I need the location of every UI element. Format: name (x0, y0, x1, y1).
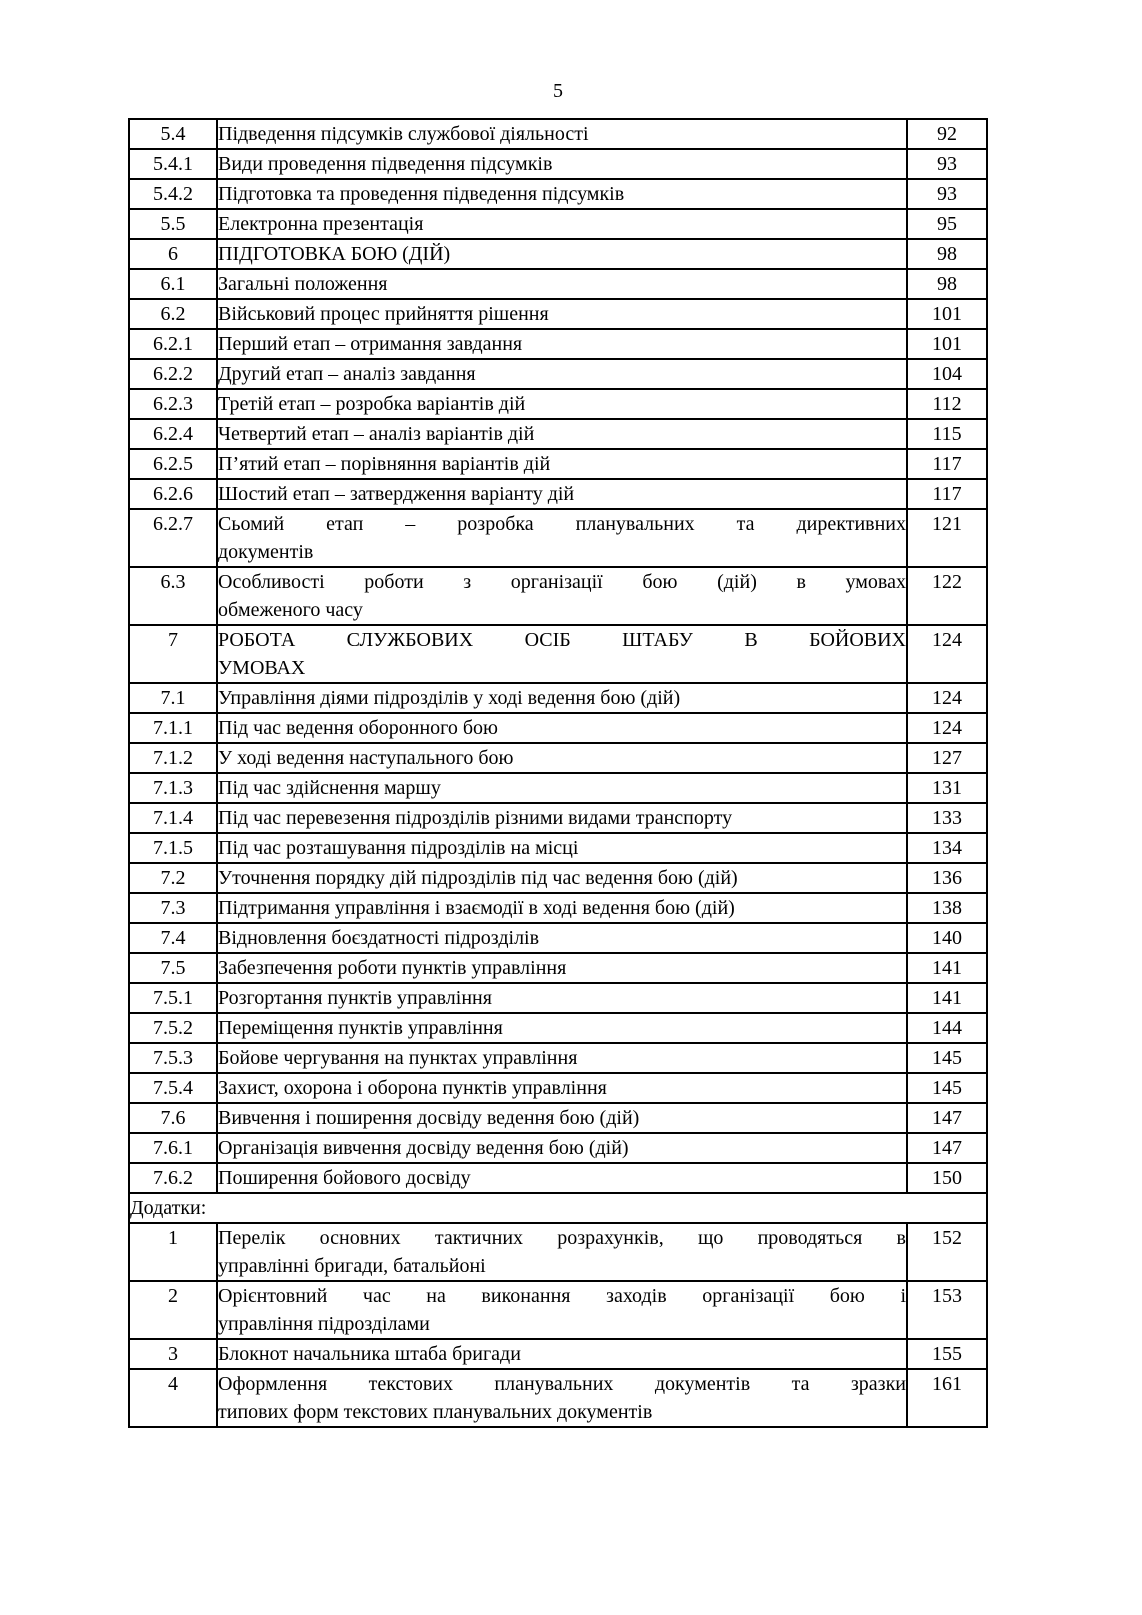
section-number-cell: 5.5 (129, 209, 217, 239)
section-title-cell (217, 509, 907, 567)
page-ref-cell: 112 (907, 389, 987, 419)
toc-row (129, 389, 987, 419)
section-number-cell: 6.2.1 (129, 329, 217, 359)
page-ref-cell: 117 (907, 449, 987, 479)
toc-row (129, 149, 987, 179)
section-number-cell: 6.2.2 (129, 359, 217, 389)
toc-row (129, 509, 987, 567)
toc-row (129, 803, 987, 833)
toc-row (129, 239, 987, 269)
toc-row (129, 329, 987, 359)
toc-row (129, 419, 987, 449)
page-ref-cell: 161 (907, 1369, 987, 1427)
section-title-line: Перелік основних тактичних розрахунків, що проводяться в (218, 1227, 906, 1249)
section-number-cell: 7.5.1 (129, 983, 217, 1013)
section-number-cell: 5.4 (129, 119, 217, 149)
toc-row (129, 773, 987, 803)
section-title-line: Оформлення текстових планувальних документів та зразки (218, 1373, 906, 1395)
page-ref-cell: 147 (907, 1133, 987, 1163)
page-ref-cell: 117 (907, 479, 987, 509)
section-title-cell: Захист, охорона і оборона пунктів управління (217, 1073, 907, 1103)
toc-row (129, 359, 987, 389)
section-number-cell: 6.2.7 (129, 509, 217, 567)
toc-body (129, 119, 987, 1427)
section-number-cell: 5.4.2 (129, 179, 217, 209)
section-title-cell: Відновлення боєздатності підрозділів (217, 923, 907, 953)
page-ref-cell: 133 (907, 803, 987, 833)
section-title-cell: Загальні положення (217, 269, 907, 299)
toc-row (129, 1223, 987, 1281)
section-title-line: обмеженого часу (218, 599, 363, 621)
section-title-cell: Вивчення і поширення досвіду ведення бою (дій) (217, 1103, 907, 1133)
toc-row (129, 1133, 987, 1163)
section-title-cell: Блокнот начальника штаба бригади (217, 1339, 907, 1369)
section-title-cell: Під час ведення оборонного бою (217, 713, 907, 743)
toc-row (129, 209, 987, 239)
section-title-cell (217, 1369, 907, 1427)
section-title-line: типових форм текстових планувальних документів (218, 1401, 653, 1423)
page-ref-cell: 141 (907, 983, 987, 1013)
section-number-cell: 7.3 (129, 893, 217, 923)
section-number-cell: 7.1.2 (129, 743, 217, 773)
toc-row (129, 299, 987, 329)
page-ref-cell: 93 (907, 179, 987, 209)
section-title-cell: Підведення підсумків службової діяльності (217, 119, 907, 149)
page-ref-cell: 115 (907, 419, 987, 449)
section-number-cell: 6.2.5 (129, 449, 217, 479)
toc-row (129, 1163, 987, 1193)
section-title-cell: Підтримання управління і взаємодії в ході ведення бою (дій) (217, 893, 907, 923)
page-number: 5 (553, 80, 563, 102)
section-number-cell: 7.5.3 (129, 1043, 217, 1073)
section-title-line: документів (218, 541, 314, 563)
section-title-cell: Під час здійснення маршу (217, 773, 907, 803)
toc-row (129, 683, 987, 713)
toc-row (129, 923, 987, 953)
toc-row (129, 449, 987, 479)
section-number-cell: 7.4 (129, 923, 217, 953)
section-number-cell: 6 (129, 239, 217, 269)
section-title-line: РОБОТА СЛУЖБОВИХ ОСІБ ШТАБУ В БОЙОВИХ (218, 629, 906, 651)
toc-row (129, 713, 987, 743)
section-title-cell: Другий етап – аналіз завдання (217, 359, 907, 389)
section-title-line: управління підрозділами (218, 1313, 430, 1335)
section-title-cell: Підготовка та проведення підведення підсумків (217, 179, 907, 209)
section-title-cell: Переміщення пунктів управління (217, 1013, 907, 1043)
section-number-cell: 6.1 (129, 269, 217, 299)
section-title-cell: Під час перевезення підрозділів різними видами транспорту (217, 803, 907, 833)
section-number-cell: 7.1.4 (129, 803, 217, 833)
section-number-cell: 7.2 (129, 863, 217, 893)
page-ref-cell: 95 (907, 209, 987, 239)
section-number-cell: 7.1 (129, 683, 217, 713)
page-ref-cell: 122 (907, 567, 987, 625)
section-number-cell: 3 (129, 1339, 217, 1369)
page-ref-cell: 150 (907, 1163, 987, 1193)
section-number-cell: 5.4.1 (129, 149, 217, 179)
section-title-cell: П’ятий етап – порівняння варіантів дій (217, 449, 907, 479)
toc-row (129, 1043, 987, 1073)
section-title-cell: Уточнення порядку дій підрозділів під час ведення бою (дій) (217, 863, 907, 893)
page-ref-cell: 145 (907, 1043, 987, 1073)
toc-row (129, 179, 987, 209)
page-ref-cell: 134 (907, 833, 987, 863)
section-title-cell: Перший етап – отримання завдання (217, 329, 907, 359)
section-title-cell: Види проведення підведення підсумків (217, 149, 907, 179)
section-title-line: Особливості роботи з організації бою (дій) в умовах (218, 571, 906, 593)
page-ref-cell: 152 (907, 1223, 987, 1281)
page-ref-cell: 93 (907, 149, 987, 179)
section-number-cell: 4 (129, 1369, 217, 1427)
toc-row (129, 1339, 987, 1369)
toc-row (129, 1073, 987, 1103)
section-number-cell: 7.1.3 (129, 773, 217, 803)
page-ref-cell: 101 (907, 329, 987, 359)
toc-row (129, 953, 987, 983)
page-ref-cell: 101 (907, 299, 987, 329)
section-number-cell: 7 (129, 625, 217, 683)
page-ref-cell: 145 (907, 1073, 987, 1103)
toc-row (129, 1281, 987, 1339)
section-title-cell: Поширення бойового досвіду (217, 1163, 907, 1193)
section-title-cell (217, 1223, 907, 1281)
section-title-cell: ПІДГОТОВКА БОЮ (ДІЙ) (217, 239, 907, 269)
section-title-cell: Управління діями підрозділів у ході ведення бою (дій) (217, 683, 907, 713)
section-number-cell: 6.2.4 (129, 419, 217, 449)
page-ref-cell: 138 (907, 893, 987, 923)
page-ref-cell: 121 (907, 509, 987, 567)
section-title-cell (217, 1281, 907, 1339)
toc-row (129, 479, 987, 509)
toc-table (128, 118, 988, 1428)
page-ref-cell: 131 (907, 773, 987, 803)
toc-row (129, 833, 987, 863)
page-ref-cell: 136 (907, 863, 987, 893)
section-title-cell: Четвертий етап – аналіз варіантів дій (217, 419, 907, 449)
page-ref-cell: 124 (907, 625, 987, 683)
section-number-cell: 6.3 (129, 567, 217, 625)
toc-row (129, 983, 987, 1013)
page-ref-cell: 98 (907, 239, 987, 269)
section-title-cell: Третій етап – розробка варіантів дій (217, 389, 907, 419)
section-title-cell: Електронна презентація (217, 209, 907, 239)
section-title-line: Орієнтовний час на виконання заходів організації бою і (218, 1285, 906, 1307)
toc-row (129, 893, 987, 923)
section-number-cell: 7.6 (129, 1103, 217, 1133)
section-number-cell: 7.1.5 (129, 833, 217, 863)
toc-row (129, 1193, 987, 1223)
section-title-line: управлінні бригади, батальйоні (218, 1255, 486, 1277)
section-number-cell: 7.6.1 (129, 1133, 217, 1163)
page-ref-cell: 140 (907, 923, 987, 953)
section-number-cell: 6.2.3 (129, 389, 217, 419)
section-title-cell: Військовий процес прийняття рішення (217, 299, 907, 329)
section-title-cell (217, 567, 907, 625)
section-title-cell: Забезпечення роботи пунктів управління (217, 953, 907, 983)
toc-row (129, 119, 987, 149)
toc-row (129, 1103, 987, 1133)
toc-row (129, 269, 987, 299)
page-ref-cell: 153 (907, 1281, 987, 1339)
section-title-cell: Під час розташування підрозділів на місці (217, 833, 907, 863)
section-title-cell: Організація вивчення досвіду ведення бою (дій) (217, 1133, 907, 1163)
section-title-cell: Розгортання пунктів управління (217, 983, 907, 1013)
section-number-cell: 6.2.6 (129, 479, 217, 509)
section-number-cell: 7.1.1 (129, 713, 217, 743)
page-ref-cell: 98 (907, 269, 987, 299)
section-number-cell: 7.5.2 (129, 1013, 217, 1043)
page-ref-cell: 147 (907, 1103, 987, 1133)
toc-row (129, 1013, 987, 1043)
toc-row (129, 625, 987, 683)
toc-row (129, 567, 987, 625)
page-ref-cell: 92 (907, 119, 987, 149)
page-ref-cell: 124 (907, 683, 987, 713)
section-number-cell: 6.2 (129, 299, 217, 329)
toc-row (129, 1369, 987, 1427)
page-ref-cell: 124 (907, 713, 987, 743)
page-ref-cell: 155 (907, 1339, 987, 1369)
page-ref-cell: 104 (907, 359, 987, 389)
toc-row (129, 743, 987, 773)
section-title-line: Сьомий етап – розробка планувальних та директивних (218, 513, 906, 535)
section-title-cell: У ході ведення наступального бою (217, 743, 907, 773)
section-title-cell: Шостий етап – затвердження варіанту дій (217, 479, 907, 509)
section-title-cell (217, 625, 907, 683)
section-number-cell: 7.5 (129, 953, 217, 983)
page-ref-cell: 127 (907, 743, 987, 773)
section-title-cell: Бойове чергування на пунктах управління (217, 1043, 907, 1073)
section-number-cell: 7.5.4 (129, 1073, 217, 1103)
page-ref-cell: 141 (907, 953, 987, 983)
section-number-cell: 7.6.2 (129, 1163, 217, 1193)
page-ref-cell: 144 (907, 1013, 987, 1043)
appendix-header-cell: Додатки: (129, 1193, 987, 1223)
section-number-cell: 1 (129, 1223, 217, 1281)
section-number-cell: 2 (129, 1281, 217, 1339)
toc-row (129, 863, 987, 893)
section-title-line: УМОВАХ (218, 657, 306, 679)
